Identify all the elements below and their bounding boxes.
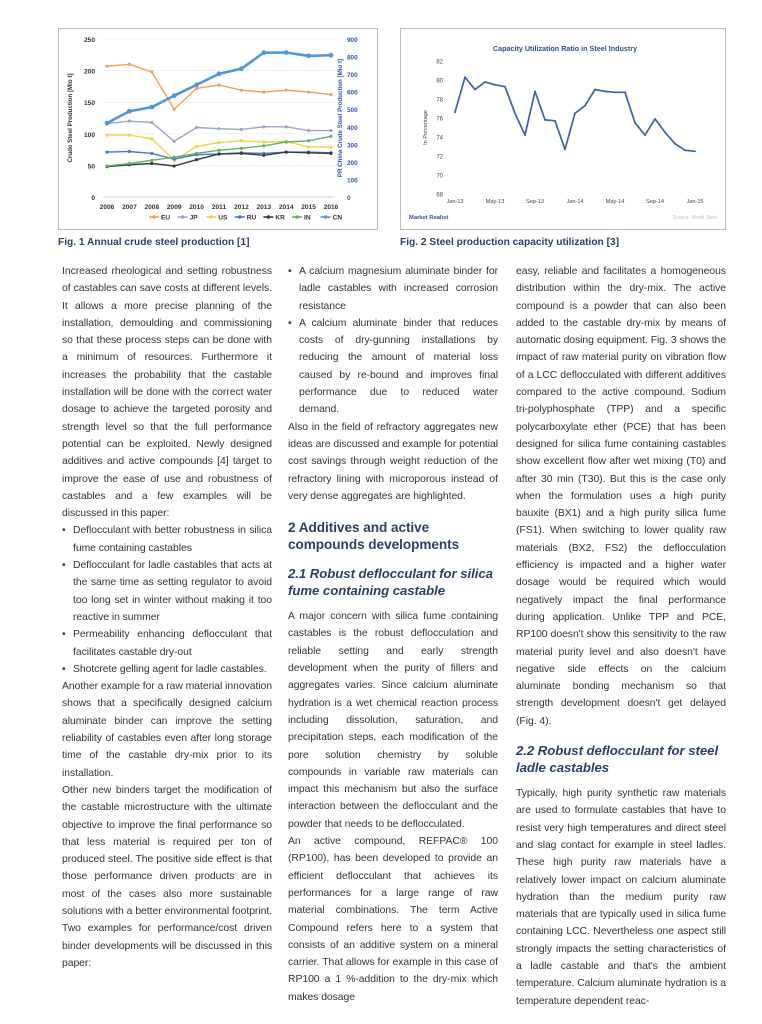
series-line-jp [107, 121, 331, 141]
data-point-eu [240, 89, 243, 92]
data-point [604, 91, 606, 93]
data-point-eu [150, 70, 153, 73]
x-tick-label: 2008 [144, 204, 160, 211]
x-tick-label: 2009 [166, 204, 182, 211]
y-tick-label: 82 [436, 59, 443, 66]
data-point-eu [262, 90, 265, 93]
data-point-in [217, 149, 220, 152]
y-tick-label: 74 [436, 135, 443, 142]
data-point-in [128, 162, 131, 165]
data-point [524, 134, 526, 136]
data-point-cn [329, 53, 334, 58]
data-point [534, 91, 536, 93]
legend-label: US [218, 214, 228, 222]
legend-marker [181, 215, 184, 218]
y2-tick-label: 600 [347, 89, 358, 97]
y2-axis-label: PR China Crude Steel Production [Mio t] [337, 58, 344, 178]
data-point-cn [217, 71, 222, 76]
bullet-list [288, 263, 498, 419]
series-line-cn [107, 53, 331, 124]
y-tick-label: 100 [83, 131, 95, 139]
data-point-jp [150, 121, 153, 124]
paragraph: Increased rheological and setting robustness of castables can save costs at different levels. It allows a more precise planning of the installation, demoulding and commissioning so that these process steps can be done with a minimum of resources. Furthermore it increases the probability that the castable installation will be done with the correct water dosage to achieve the targeted porosity and strength level so that the full performance potential can be exploited. Newly designed additives and active compounds [4] target to improve the ease of use and robustness of castables and a few examples will be discussed in this paper: [62, 266, 272, 520]
figure-1-caption: Fig. 1 Annual crude steel production [1] [58, 237, 250, 248]
list-item: • A calcium aluminate binder that reduces costs of dry-gunning installations by reducing the amount of material loss caused by re-bound and improves final performance due to reduced water demand. [288, 315, 498, 419]
data-point [594, 89, 596, 91]
data-point-cn [172, 93, 177, 98]
data-point-eu [173, 108, 176, 111]
data-point-jp [128, 120, 131, 123]
y-tick-label: 72 [436, 154, 443, 161]
data-point-kr [285, 151, 288, 154]
data-point-kr [195, 158, 198, 161]
list-item: • A calcium magnesium aluminate binder for ladle castables with increased corrosion resistance [288, 263, 498, 315]
section-heading: 2 Additives and active compounds developments [288, 520, 460, 553]
data-point-kr [329, 152, 332, 155]
paragraph: Another example for a raw material innovation shows that a specifically designed calcium aluminate binder can improve the setting reliability of castables even after long storage time of the castable dry-mix prior to its installation. [62, 681, 272, 779]
data-point [564, 148, 566, 150]
text-column-3 [516, 263, 726, 1010]
data-point [504, 86, 506, 88]
data-point-us [150, 137, 153, 140]
data-point-eu [128, 63, 131, 66]
data-point-jp [195, 126, 198, 129]
data-point-in [262, 144, 265, 147]
x-tick-label: Jan-15 [686, 199, 704, 205]
data-point [574, 112, 576, 114]
data-point-in [285, 140, 288, 143]
data-point-cn [105, 121, 110, 126]
data-point [474, 89, 476, 91]
data-point-jp [307, 129, 310, 132]
x-tick-label: Jan-14 [566, 199, 584, 205]
bullet-list [62, 522, 272, 678]
legend-label: JP [189, 214, 198, 222]
data-point-jp [217, 127, 220, 130]
y-tick-label: 80 [436, 78, 443, 85]
paragraph: An active compound, REFPAC® 100 (RP100), has been developed to provide an efficient deflocculant that achieves its performances for a large range of raw material combinations. The term Active Compound refers here to a system that consists of an additive system on a mineral carrier. That allows for example in this case of RP100 a 1 %-addition to the dry-mix which makes dosage [288, 836, 498, 1003]
y-tick-label: 76 [436, 116, 443, 123]
data-point-kr [262, 154, 265, 157]
data-point [514, 112, 516, 114]
legend-label: KR [275, 214, 285, 222]
data-point [664, 131, 666, 133]
x-tick-label: May-13 [485, 199, 505, 205]
data-point [494, 84, 496, 86]
data-point-in [173, 156, 176, 159]
y-axis-label: Crude Steel Production [Mio t] [67, 73, 74, 163]
data-point [694, 150, 696, 152]
data-point-eu [307, 90, 310, 93]
data-point-eu [329, 93, 332, 96]
data-point-cn [239, 66, 244, 71]
list-item: • Shotcrete gelling agent for ladle castables. [62, 661, 272, 678]
data-point-ru [105, 151, 108, 154]
data-point-in [105, 164, 108, 167]
data-point-in [240, 147, 243, 150]
x-tick-label: 2016 [323, 204, 339, 211]
footer-source: Source: World Steel [672, 215, 717, 221]
data-point [454, 111, 456, 113]
x-tick-label: 2006 [99, 204, 115, 211]
y2-tick-label: 0 [347, 195, 351, 202]
data-point-cn [306, 53, 311, 58]
data-point [584, 105, 586, 107]
data-point-us [217, 141, 220, 144]
x-tick-label: 2011 [211, 204, 227, 211]
data-point-eu [285, 89, 288, 92]
x-tick-label: 2010 [189, 204, 204, 211]
data-point-in [329, 135, 332, 138]
data-point-cn [149, 105, 154, 110]
data-point-kr [307, 151, 310, 154]
legend-marker [324, 215, 327, 218]
x-tick-label: 2012 [234, 204, 249, 211]
list-item: • Deflocculant for ladle castables that acts at the same time as setting regulator to avoid too long set in winter without making it too reactive in summer [62, 557, 272, 626]
data-point-kr [173, 164, 176, 167]
y-tick-label: 200 [83, 68, 95, 76]
paragraph: Other new binders target the modification of the castable microstructure with the ultimate objective to improve the final performance so that less material is required per ton of produced steel. The positive side effect is that those performance driven products are in most of the cases also more sustainable solutions with a better environmental footprint. Two examples for performance/cost driven binder developments will be discussed in this paper: [62, 784, 272, 969]
figure-1-chart [58, 28, 378, 230]
series-line-us [107, 135, 331, 160]
data-point [644, 134, 646, 136]
x-tick-label: 2013 [256, 204, 272, 211]
y-tick-label: 50 [87, 163, 95, 171]
data-point [464, 76, 466, 78]
legend-marker [152, 215, 155, 218]
x-tick-label: 2015 [301, 204, 316, 211]
list-item: • Deflocculant with better robustness in silica fume containing castables [62, 522, 272, 557]
paragraph: Typically, high purity synthetic raw materials are used to formulate castables that have to resist very high temperatures and direct steel and slag contact for example in steel ladles. These high purity raw materials have a relatively lower impact on calcium aluminate hydration than the medium purity raw materials that are typically used in silica fume containing LCC. Nevertheless one aspect still strongly impacts the setting characteristics of a ladle castable and that's the ambient temperature. Calcium aluminate hydration is a temperature dependent reac- [516, 788, 726, 1007]
data-point-ru [150, 152, 153, 155]
y-tick-label: 70 [436, 173, 443, 180]
y-tick-label: 78 [436, 97, 443, 104]
data-point [614, 91, 616, 93]
x-tick-label: 2007 [122, 204, 137, 211]
data-point-jp [329, 129, 332, 132]
y-axis-label: In Percentage [423, 110, 429, 145]
data-point-jp [285, 125, 288, 128]
data-point-us [105, 133, 108, 136]
data-point-kr [240, 152, 243, 155]
data-point [484, 81, 486, 83]
data-point-kr [217, 152, 220, 155]
data-point-in [150, 159, 153, 162]
y-tick-label: 68 [436, 192, 443, 199]
data-point-cn [127, 109, 132, 114]
text-column-2 [288, 263, 498, 1006]
legend-marker [295, 215, 298, 218]
data-point-us [307, 145, 310, 148]
y2-tick-label: 300 [347, 142, 358, 150]
data-point-cn [284, 50, 289, 55]
data-point-us [240, 139, 243, 142]
data-point [634, 122, 636, 124]
data-point-kr [150, 162, 153, 165]
data-point-us [128, 133, 131, 136]
data-point-jp [240, 128, 243, 131]
x-tick-label: May-14 [605, 199, 625, 205]
paragraph: A major concern with silica fume containing castables is the robust deflocculation and reliable setting and early strength development when the purity of fillers and aggregates varies. Since calcium aluminate hydration is a wet chemical reaction process including dissolution, saturation, and precipitation steps, each modification of the pore solution chemistry by soluble compounds in variable raw materials can impact this mechanism but also the surface interaction between the deflocculant and the powder that needs to be deflocculated. [288, 611, 498, 830]
data-point-us [329, 145, 332, 148]
data-point-jp [262, 125, 265, 128]
x-tick-label: Jan-13 [446, 199, 464, 205]
data-point-cn [194, 82, 199, 87]
data-point [544, 119, 546, 121]
text-column-1 [62, 263, 272, 972]
data-point [624, 91, 626, 93]
y-tick-label: 250 [83, 37, 95, 44]
data-point-jp [173, 140, 176, 143]
list-item: • Permeability enhancing deflocculant that facilitates castable dry-out [62, 626, 272, 661]
y2-tick-label: 700 [347, 72, 358, 80]
x-tick-label: 2014 [278, 204, 294, 211]
data-point-us [262, 140, 265, 143]
y2-tick-label: 800 [347, 54, 358, 62]
y-tick-label: 0 [91, 195, 95, 202]
legend-label: CN [332, 214, 343, 222]
data-point [554, 120, 556, 122]
capacity-utilization-chart [401, 29, 725, 229]
series-line [455, 77, 695, 151]
data-point [684, 149, 686, 151]
footer-brand: Market Realist [409, 215, 449, 221]
y2-tick-label: 400 [347, 124, 358, 132]
crude-steel-production-chart [59, 29, 377, 229]
y2-tick-label: 200 [347, 159, 358, 167]
legend-marker [210, 215, 213, 218]
y2-tick-label: 900 [347, 37, 358, 44]
data-point-us [195, 145, 198, 148]
figure-2-caption: Fig. 2 Steel production capacity utilization [3] [400, 237, 620, 248]
data-point-eu [217, 84, 220, 87]
legend-marker [238, 215, 241, 218]
data-point-eu [105, 65, 108, 68]
chart-title: Capacity Utilization Ratio in Steel Industry [492, 44, 638, 53]
legend-label: EU [161, 214, 171, 222]
figure-2-chart [400, 28, 726, 230]
data-point [654, 118, 656, 120]
x-tick-label: Sep-13 [525, 199, 545, 205]
y2-tick-label: 100 [347, 177, 358, 185]
legend-label: IN [304, 214, 311, 222]
x-tick-label: Sep-14 [645, 199, 665, 205]
y-tick-label: 150 [83, 100, 95, 108]
subsection-heading: 2.2 Robust deflocculant for steel ladle castables [516, 743, 719, 776]
legend-label: RU [246, 214, 257, 222]
subsection-heading: 2.1 Robust deflocculant for silica fume containing castable [288, 566, 493, 599]
data-point-ru [128, 150, 131, 153]
data-point-in [195, 152, 198, 155]
paragraph: easy, reliable and facilitates a homogeneous distribution within the dry-mix. The active compound is a powder that can also been added to the castable dry-mix by means of automatic dosing equipment. Fig. 3 shows the impact of raw material purity on vibration flow of a LCC deflocculated with different additives compared to the active compound. Sodium tri-polyphosphate (TPP) and a specific polycarboxylate ether (PCE) that has been designed for silica fume containing castables show excellent flow after wet mixing (T0) and after 30 min (T30). But this is the case only when the formulation uses a high purity bauxite (BX1) and a high purity silica fume (FS1). When switching to lower quality raw materials (BX2, FS2) the deflocculation efficiency is impacted and a higher water dosage would be required which would negatively impact the final performance during application. Unlike TPP and PCE, RP100 doesn't show this sensitivity to the raw material purity level and also doesn't have negative side effects on the calcium aluminate bonding mechanism so that strength development doesn't get delayed (Fig. 4). [516, 266, 726, 727]
data-point-cn [261, 50, 266, 55]
y2-tick-label: 500 [347, 107, 358, 115]
paragraph: Also in the field of refractory aggregates new ideas are discussed and example for potential cost savings through weight reduction of the refractory lining with microporous instead of very dense aggregates are highlighted. [288, 421, 498, 502]
legend-marker [267, 215, 270, 218]
data-point [674, 143, 676, 145]
data-point-in [307, 139, 310, 142]
